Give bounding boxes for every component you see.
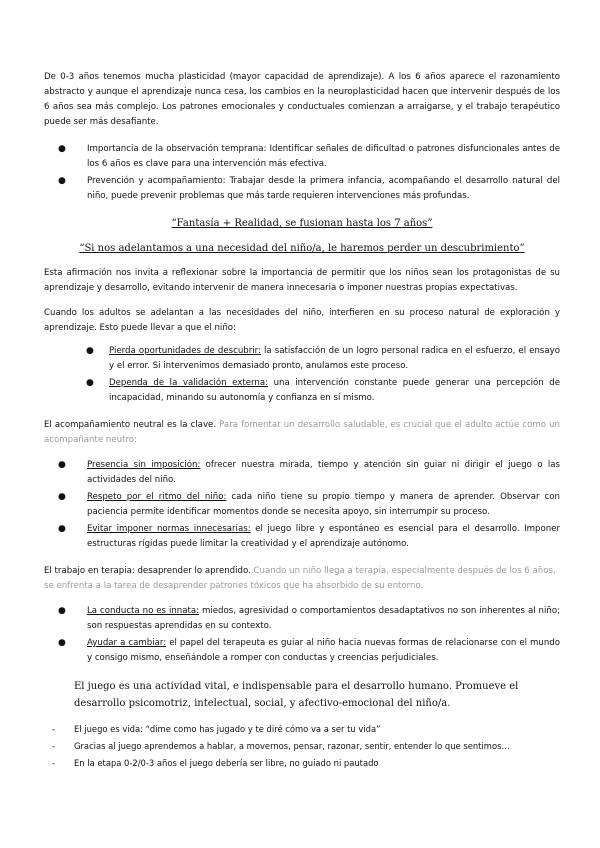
bullet-icon: ● [58,144,66,154]
list-item: ● Importancia de la observación temprana: Identificar señales de dificultad o patrones disfuncionales antes de los 6 años es clave para una intervención más efectiva. [58,144,560,169]
adults-paragraph: Cuando los adultos se adelantan a las necesidades del niño, interfieren en su proceso natural de exploración y aprendizaje. Esto puede llevar a que el niño: [44,308,560,333]
reflection-paragraph: Esta afirmación nos invita a reflexionar sobre la importancia de permitir que los niños sean los protagonistas de su aprendizaje y desarrollo, evitando intervenir de manera innecesaria o imponer nuestras propias expectativas. [44,268,560,293]
list-item: ● Presencia sin imposición: ofrecer nuestra mirada, tiempo y atención sin guiar ni dirigir el juego o las actividades del niño. [58,460,561,485]
list-item: - El juego es vida: “dime como has jugado y te diré cómo va a ser tu vida” [44,722,560,737]
list-item: ● Pierda oportunidades de descubrir: la satisfacción de un logro personal radica en el esfuerzo, el ensayo y el error. Si intervenimos demasiado pronto, anulamos este proceso. [86,346,560,371]
bullet-icon: ● [58,606,66,616]
bullet-icon: ● [58,492,66,502]
play-paragraph: El juego es una actividad vital, e indispensable para el desarrollo humano. Promueve el desarrollo psicomotriz, intelectual, social, y afectivo-emocional del niño/a. [74,681,519,709]
bullet-icon: ● [58,460,66,470]
bullet-icon: ● [58,638,66,648]
intro-paragraph: De 0-3 años tenemos mucha plasticidad (mayor capacidad de aprendizaje). A los 6 años aparece el razonamiento abstracto y aunque el aprendizaje nunca cesa, los cambios en la neuroplasticidad hacen que intervenir después de los 6 años sea más complejo. Los patrones emocionales y conductuales comienzan a arraigarse, y el trabajo terapéutico puede ser más desafiante. [44,72,560,127]
list-item: ● Evitar imponer normas innecesarias: el juego libre y espontáneo es esencial para el desarrollo. Imponer estructuras rígidas puede limitar la creatividad y el aprendizaje autónomo. [58,524,561,549]
bullet-icon: ● [86,346,94,356]
observation-bullets [44,142,560,204]
quote-fantasy-reality: “Fantasía + Realidad, se fusionan hasta los 7 años” [171,218,433,229]
neutral-section-heading: El acompañamiento neutral es la clave. Para fomentar un desarrollo saludable, es crucial que el adulto actúe como un acompañante neutro: [44,420,560,445]
dash-icon: - [52,741,56,751]
list-item: ● Respeto por el ritmo del niño: cada niño tiene su propio tiempo y manera de aprender. Observar con paciencia permite identificar momentos donde se necesita apoyo, sin interrumpir su proceso. [58,492,560,517]
neutral-bullets [44,458,560,552]
bullet-icon: ● [58,176,66,186]
bullet-icon: ● [86,378,94,388]
play-dash-list [44,722,560,771]
dash-icon: - [52,758,56,768]
dash-icon: - [52,724,56,734]
bullet-icon: ● [58,524,66,534]
list-item: ● Ayudar a cambiar: el papel del terapeuta es guiar al niño hacia nuevas formas de relacionarse con el mundo y consigo mismo, enseñándole a romper con conductas y creencias perjudiciales. [58,638,561,663]
list-item: - Gracias al juego aprendemos a hablar, a movernos, pensar, razonar, sentir, entender lo que sentimos… [44,739,560,754]
therapy-bullets [44,604,560,666]
therapy-section-heading: El trabajo en terapia: desaprender lo aprendido. Cuando un niño llega a terapia, especialmente después de los 6 años, se enfrenta a la tarea de desaprender patrones tóxicos que ha absorbido de su entorno. [44,566,556,591]
consequence-bullets [44,344,560,406]
document-page [44,70,560,771]
list-item: ● Dependa de la validación externa: una intervención constante puede generar una percepción de incapacidad, minando su autonomía y confianza en sí mismo. [86,378,560,403]
list-item: ● Prevención y acompañamiento: Trabajar desde la primera infancia, acompañando el desarrollo natural del niño, puede prevenir problemas que más tarde requieren intervenciones más profundas. [58,176,560,201]
list-item: - En la etapa 0-2/0-3 años el juego debería ser libre, no guiado ni pautado [44,756,560,771]
list-item: ● La conducta no es innata: miedos, agresividad o comportamientos desadaptativos no son inherentes al niño; son respuestas aprendidas en su contexto. [58,606,560,631]
quote-anticipation: “Si nos adelantamos a una necesidad del niño/a, le haremos perder un descubrimiento” [79,243,525,254]
